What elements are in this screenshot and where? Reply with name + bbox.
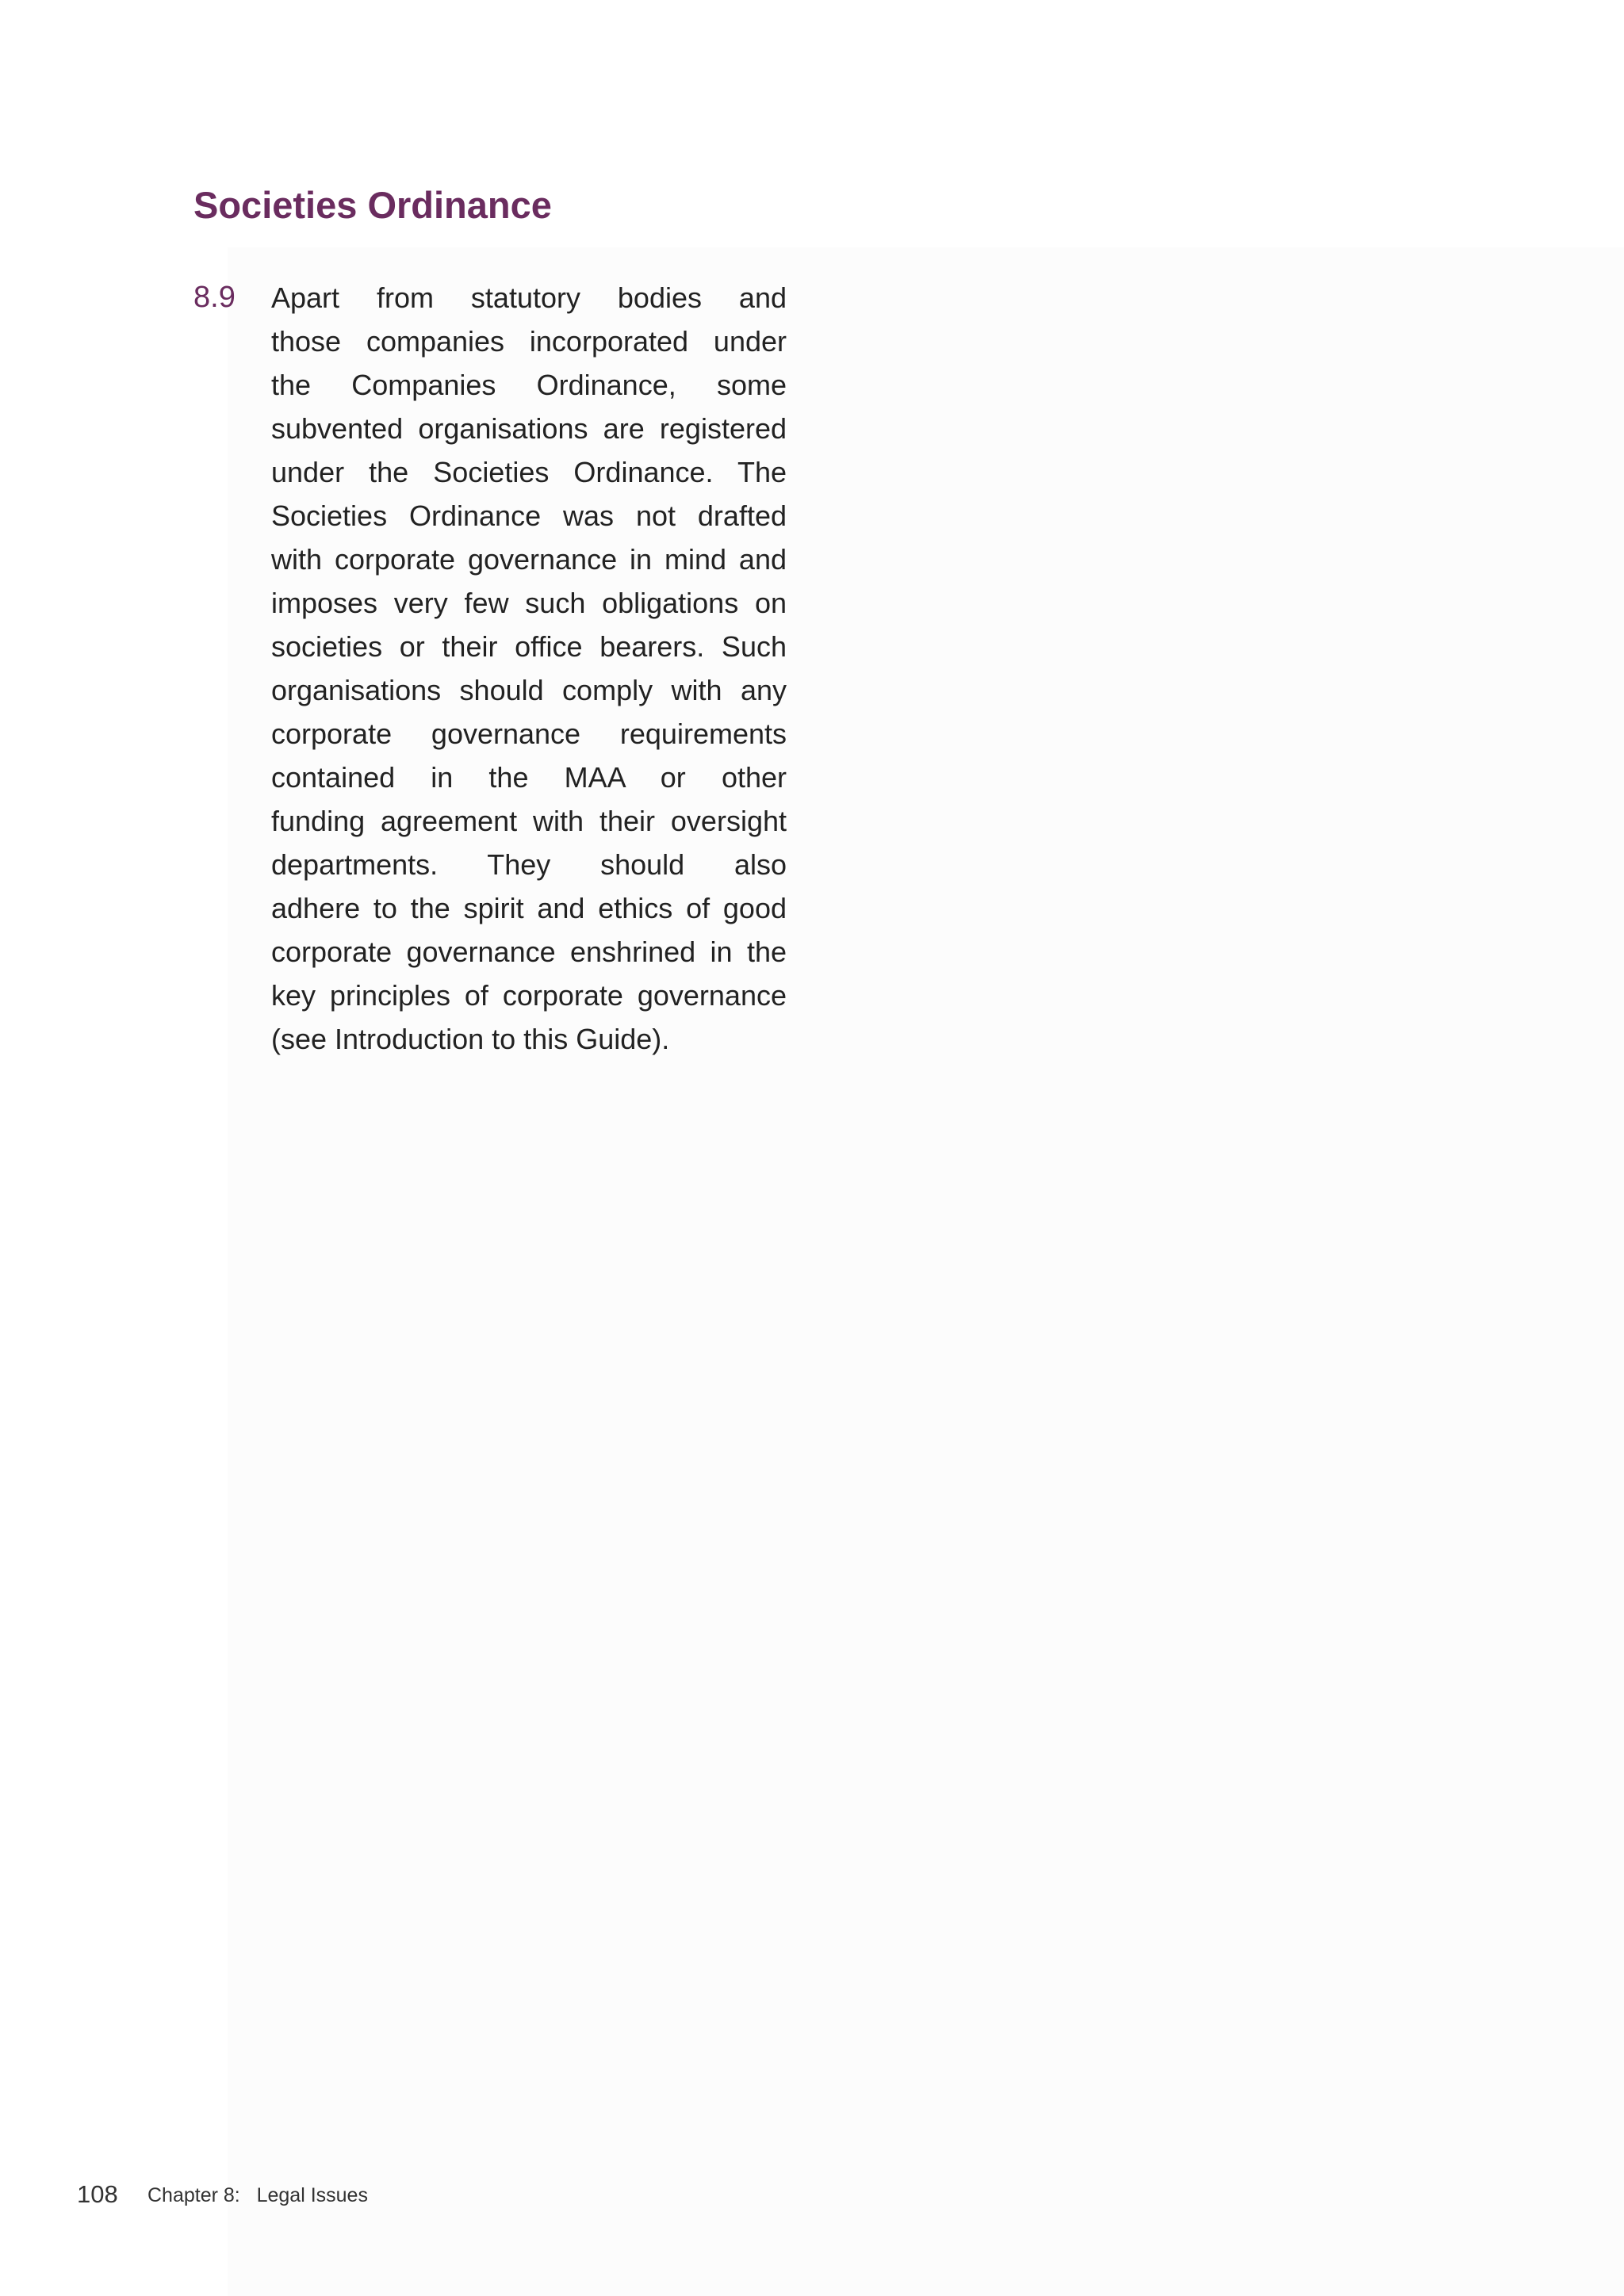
- paragraph-line: corporate governance requirements: [271, 718, 787, 750]
- paragraph-line: key principles of corporate governance: [271, 979, 787, 1012]
- paragraph-body: [271, 276, 787, 1061]
- section-heading: Societies Ordinance: [193, 184, 552, 226]
- page-number: 108: [77, 2180, 118, 2208]
- paragraph-line: societies or their office bearers. Such: [271, 630, 787, 663]
- paragraph-line: under the Societies Ordinance. The: [271, 456, 787, 488]
- paragraph-line: funding agreement with their oversight: [271, 805, 787, 837]
- paragraph-line: adhere to the spirit and ethics of good: [271, 892, 787, 924]
- paragraph-line: corporate governance enshrined in the: [271, 936, 787, 968]
- paragraph-line: departments. They should also: [271, 848, 787, 881]
- paragraph-line: imposes very few such obligations on: [271, 587, 787, 619]
- running-footer-chapter: Chapter 8: Legal Issues: [147, 2184, 368, 2206]
- paragraph-line: those companies incorporated under: [271, 325, 787, 358]
- paragraph-number: 8.9: [193, 281, 236, 314]
- paragraph-line: the Companies Ordinance, some: [271, 369, 787, 401]
- paragraph-line: organisations should comply with any: [271, 674, 787, 706]
- paragraph-line: Apart from statutory bodies and: [271, 281, 787, 314]
- paragraph-line: subvented organisations are registered: [271, 412, 787, 445]
- paragraph-line: (see Introduction to this Guide).: [271, 1023, 670, 1055]
- paragraph-line: contained in the MAA or other: [271, 761, 787, 794]
- paragraph-line: with corporate governance in mind and: [271, 543, 787, 576]
- paragraph-line: Societies Ordinance was not drafted: [271, 499, 787, 532]
